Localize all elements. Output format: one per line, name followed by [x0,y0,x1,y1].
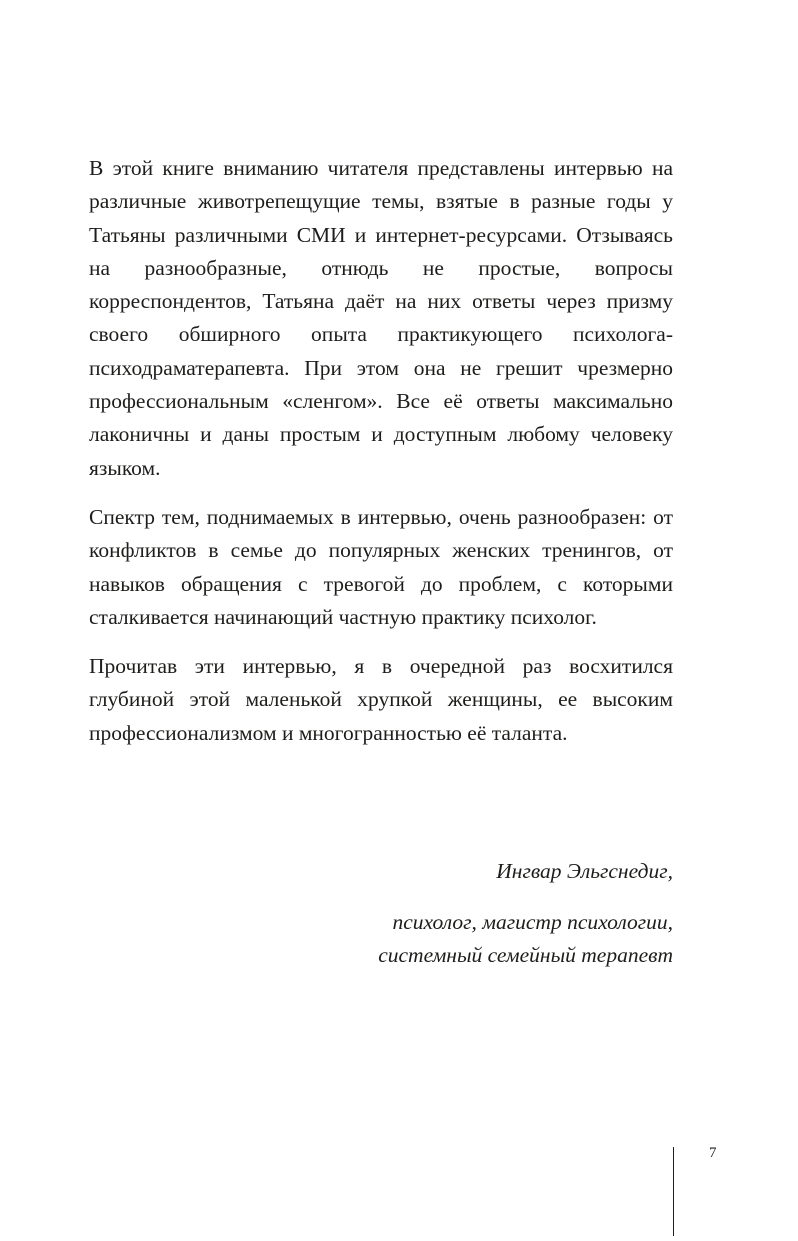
paragraph-conclusion: Прочитав эти интервью, я в очередной раз восхитился глубиной этой маленькой хрупкой женщины, ее высоким профессионализмом и многогранностью её таланта. [89,654,673,745]
foreword-text [89,152,673,750]
page-number-rule [673,1147,674,1236]
signature-title-line-2: системный семейный терапевт [378,943,673,967]
author-signature [113,855,673,972]
paragraph-topics: Спектр тем, поднимаемых в интервью, очень разнообразен: от конфликтов в семье до популярных женских тренингов, от навыков обращения с тревогой до проблем, с которыми сталкивается начинающий частную практику психолог. [89,504,673,629]
signature-name: Ингвар Эльгснедиг, [496,859,673,883]
paragraph-intro: В этой книге вниманию читателя представлены интервью на различные животрепещущие темы, взятые в разные годы у Татьяны различными СМИ и интернет-ресурсами. Отзываясь на разнообразные, отнюдь не простые, вопросы корреспондентов, Татьяна даёт на них ответы через призму своего обширного опыта практикующего психолога-психодраматерапевта. При этом она не грешит чрезмерно профессиональным «сленгом». Все её ответы максимально лаконичны и даны простым и доступным любому человеку языком. [89,156,673,480]
signature-title-line-1: психолог, магистр психологии, [392,910,673,934]
page-number: 7 [709,1145,717,1161]
